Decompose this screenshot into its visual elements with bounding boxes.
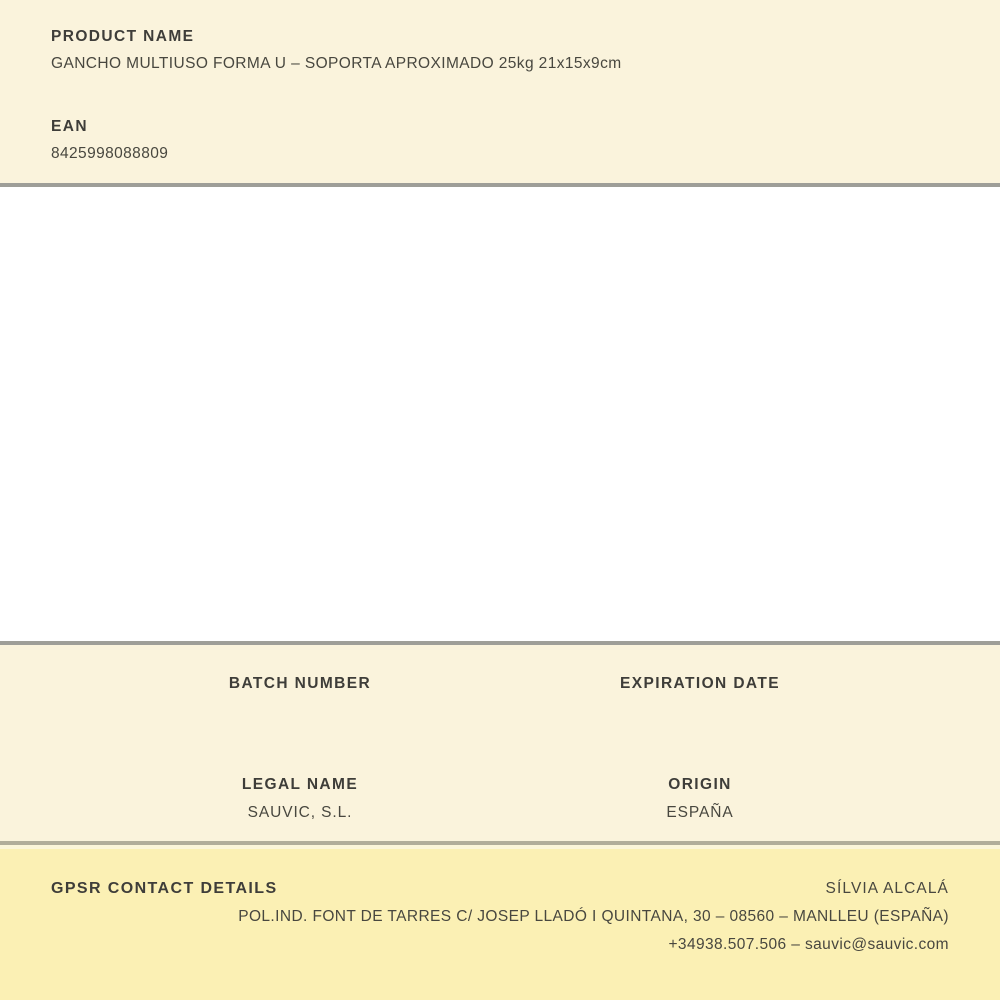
ean-value: 8425998088809 — [51, 145, 169, 162]
gpsr-contact-section — [0, 841, 1000, 1000]
product-section — [0, 0, 1000, 183]
expiration-date-cell — [500, 674, 900, 702]
batch-number-label: BATCH NUMBER — [228, 675, 372, 692]
legal-name-cell — [100, 775, 500, 822]
gpsr-contact-person: SÍLVIA ALCALÁ — [825, 880, 949, 897]
legal-name-value: SAUVIC, S.L. — [247, 804, 353, 821]
origin-cell — [500, 775, 900, 822]
gpsr-contact-phone-email: +34938.507.506 – sauvic@sauvic.com — [668, 936, 949, 953]
details-row-batch-expiry — [100, 674, 900, 702]
product-name-value: GANCHO MULTIUSO FORMA U – SOPORTA APROXIMADO 25kg 21x15x9cm — [51, 55, 622, 72]
gpsr-contact-header-row — [51, 879, 949, 898]
origin-value: ESPAÑA — [666, 804, 734, 821]
product-image-area — [0, 187, 1000, 641]
gpsr-contact-address: POL.IND. FONT DE TARRES C/ JOSEP LLADÓ I QUINTANA, 30 – 08560 – MANLLEU (ESPAÑA) — [238, 908, 949, 925]
product-name-label: PRODUCT NAME — [51, 28, 195, 45]
gpsr-contact-title: GPSR CONTACT DETAILS — [51, 880, 278, 897]
legal-name-label: LEGAL NAME — [241, 776, 359, 793]
details-section — [0, 645, 1000, 841]
batch-number-cell — [100, 674, 500, 702]
ean-label: EAN — [51, 118, 88, 135]
ean-block — [51, 117, 949, 163]
details-row-legal-origin — [100, 775, 900, 822]
expiration-date-label: EXPIRATION DATE — [620, 675, 780, 692]
origin-label: ORIGIN — [668, 776, 732, 793]
